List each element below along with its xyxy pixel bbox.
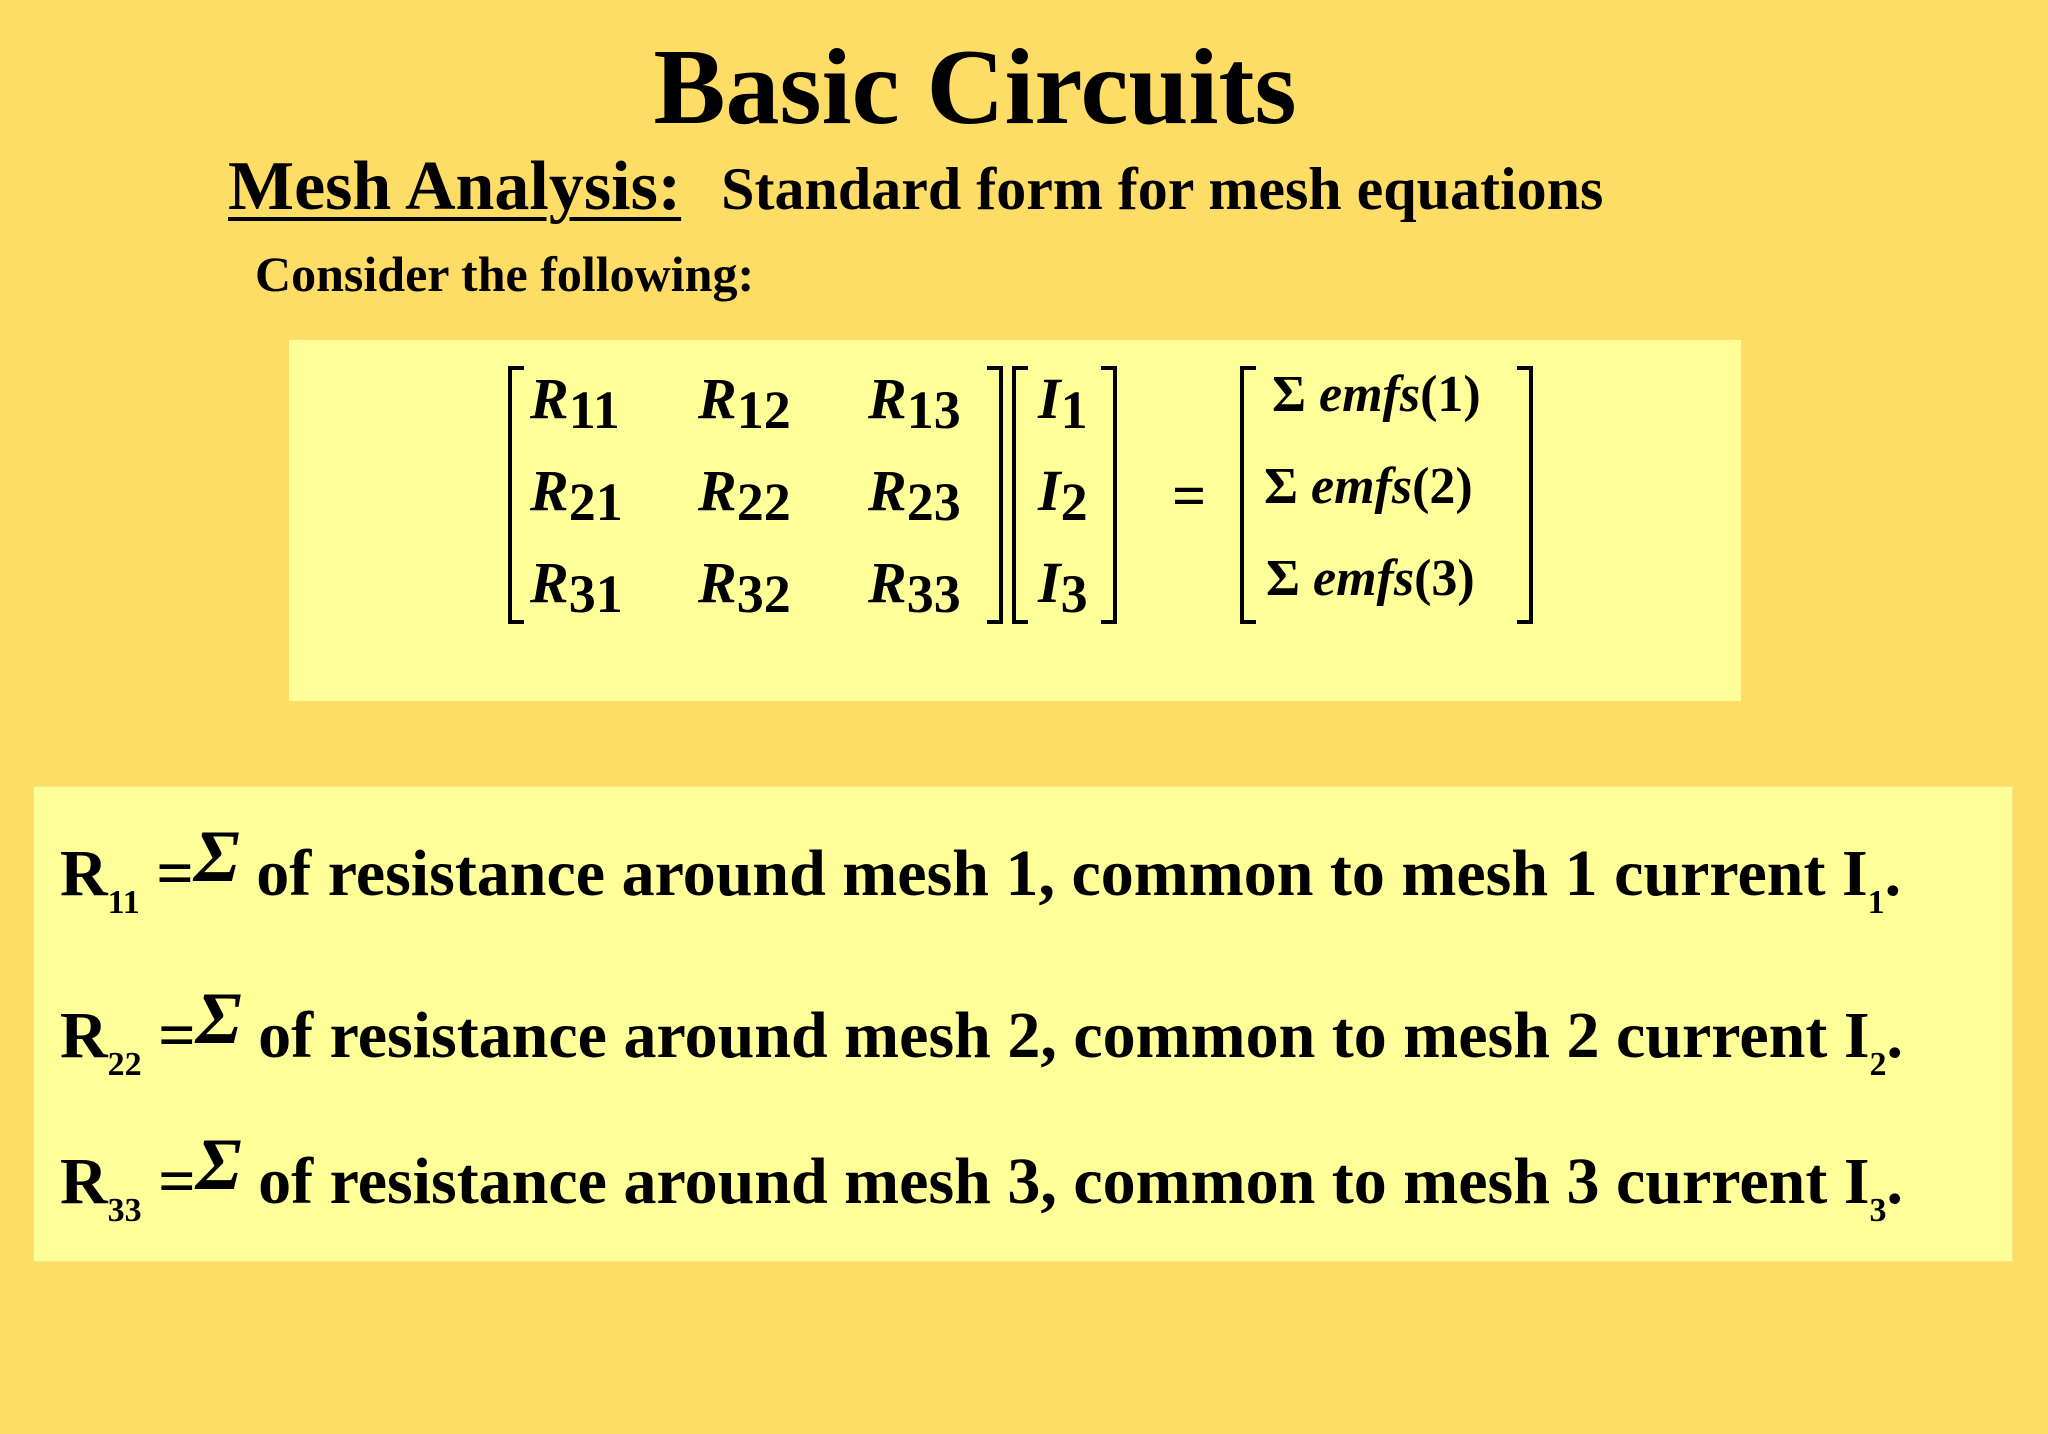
matrix-cell-r22: R22 [698,458,791,532]
equals-sign: = [1172,463,1207,529]
matrix-cell-r11: R11 [530,366,620,440]
current-vector [1012,366,1117,624]
matrix-cell-r33: R33 [868,550,961,624]
current-i3: I3 [1038,550,1088,624]
emf-sum-2: Σ emfs(2) [1264,458,1473,515]
current-i2: I2 [1038,458,1088,532]
matrix-cell-r21: R21 [530,458,623,532]
matrix-cell-r31: R31 [530,550,623,624]
matrix-cell-r32: R32 [698,550,791,624]
slide-title: Basic Circuits [653,28,1297,147]
subtitle-text: Standard form for mesh equations [721,156,1604,222]
matrix-cell-r23: R23 [868,458,961,532]
emf-sum-1: Σ emfs(1) [1272,366,1481,423]
subtitle-heading: Mesh Analysis: [228,148,682,225]
matrix-cell-r13: R13 [868,366,961,440]
equation-panel [289,340,1741,701]
definition-r33: $R_{33} =\Sigma$ of resistance around mesh 3, common to mesh 3 current $I_3$. [60,1124,1904,1229]
matrix-cell-r12: R12 [698,366,791,440]
definition-r11: $R_{11} =\Sigma$ of resistance around mesh 1, common to mesh 1 current $I_1$. [60,816,1902,921]
current-i1: I1 [1038,366,1088,440]
emf-sum-3: Σ emfs(3) [1266,550,1475,607]
definitions-panel [33,786,2013,1262]
definition-r22: $R_{22} =\Sigma$ of resistance around mesh 2, common to mesh 2 current $I_2$. [60,978,1904,1083]
intro-text: Consider the following: [255,246,755,302]
emf-vector [1240,366,1533,624]
resistance-matrix [508,366,1003,624]
subtitle [228,142,1603,234]
